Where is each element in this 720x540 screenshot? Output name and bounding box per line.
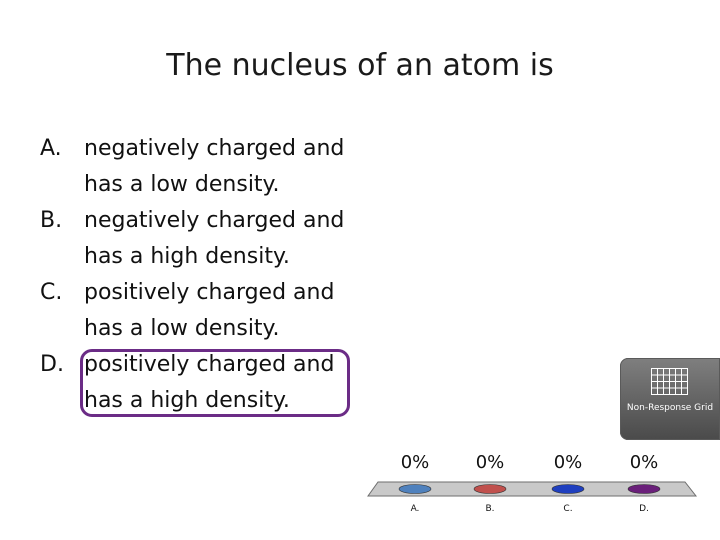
value-label: 0%: [475, 452, 505, 473]
option-letter: A.: [40, 136, 62, 161]
grid-icon: [651, 368, 688, 395]
value-label: 0%: [553, 452, 583, 473]
value-label: 0%: [629, 452, 659, 473]
category-label: D.: [639, 504, 649, 514]
option-letter: D.: [40, 352, 64, 377]
option-text: positively charged and has a low density.: [84, 280, 335, 341]
option-b[interactable]: [40, 203, 370, 275]
option-a[interactable]: [40, 131, 370, 203]
option-text: negatively charged and has a low density.: [84, 136, 345, 197]
non-response-grid-label: Non-Response Grid: [626, 403, 714, 413]
bar-cap-d: [628, 485, 660, 494]
option-text: negatively charged and has a high density.: [84, 208, 345, 269]
category-label: B.: [485, 504, 495, 514]
bar-cap-a: [399, 485, 431, 494]
value-label: 0%: [400, 452, 430, 473]
bar-cap-b: [474, 485, 506, 494]
bar-cap-c: [552, 485, 584, 494]
response-chart: [360, 440, 700, 540]
option-c[interactable]: [40, 275, 370, 347]
correct-answer-highlight: [80, 349, 350, 417]
category-label: A.: [410, 504, 420, 514]
slide-title: The nucleus of an atom is: [166, 48, 554, 83]
option-text: positively charged and has a high density.: [84, 352, 335, 413]
non-response-grid-button[interactable]: [620, 358, 720, 440]
option-letter: C.: [40, 280, 63, 305]
category-label: C.: [563, 504, 573, 514]
option-letter: B.: [40, 208, 63, 233]
